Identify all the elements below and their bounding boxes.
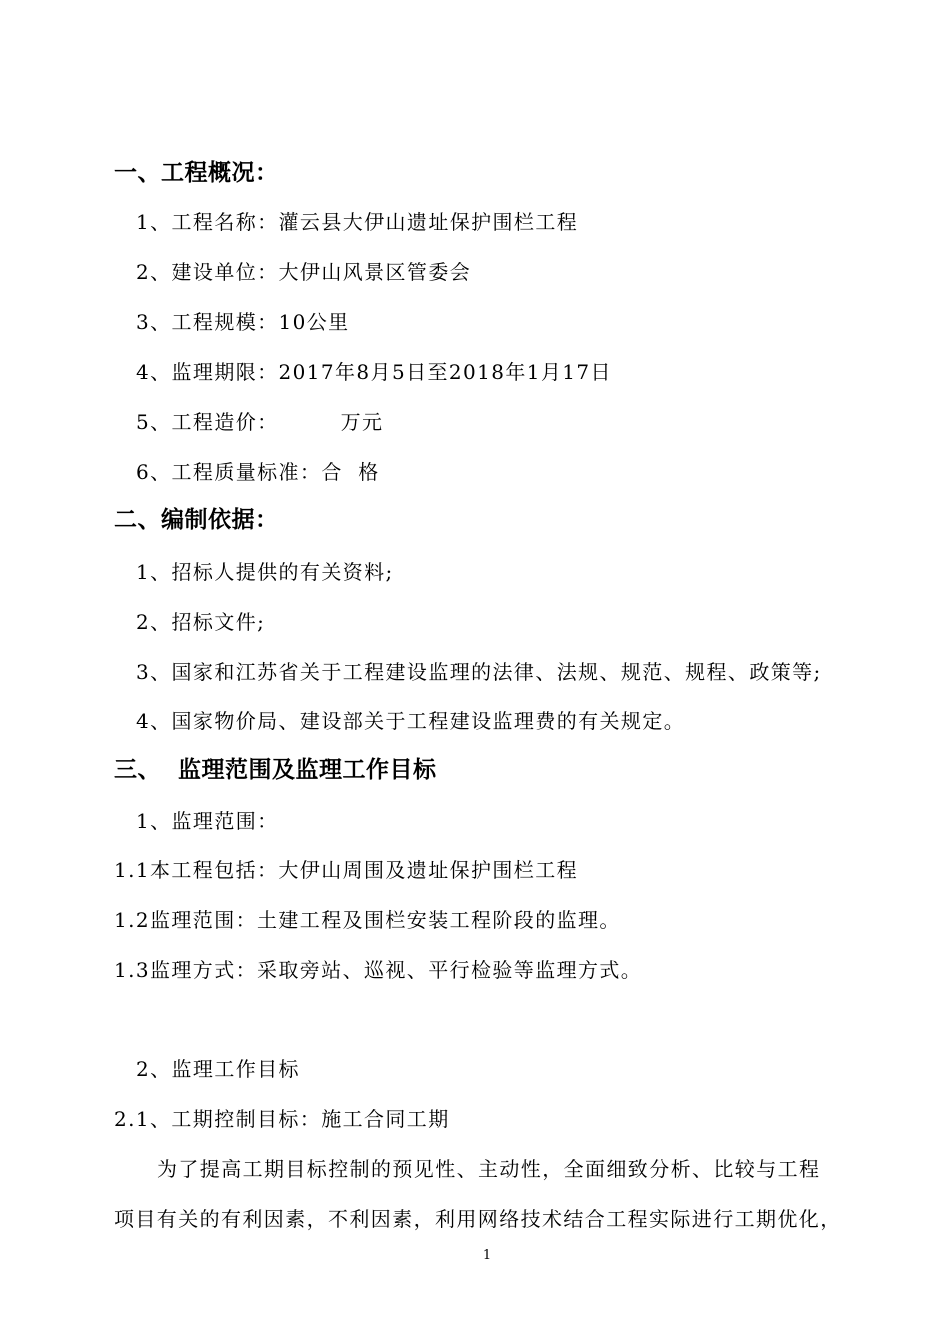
- section-1-heading: 一、工程概况：: [114, 160, 279, 186]
- goal-title: 2、监理工作目标: [136, 1057, 300, 1081]
- scope-item-1-1: 1.1本工程包括：大伊山周围及遗址保护围栏工程: [114, 858, 579, 882]
- project-cost-line: 5、工程造价： 万元: [136, 410, 384, 434]
- construction-unit-line: 2、建设单位：大伊山风景区管委会: [136, 260, 472, 284]
- project-name-line: 1、工程名称：灌云县大伊山遗址保护围栏工程: [136, 210, 579, 234]
- paragraph-line-2: 项目有关的有利因素，不利因素，利用网络技术结合工程实际进行工期优化，: [114, 1207, 842, 1231]
- scope-item-1-3: 1.3监理方式：采取旁站、巡视、平行检验等监理方式。: [114, 958, 643, 982]
- section-3-heading: 三、 监理范围及监理工作目标: [114, 757, 437, 783]
- project-scale-line: 3、工程规模：10公里: [136, 310, 350, 334]
- section-2-heading: 二、编制依据：: [114, 507, 279, 533]
- paragraph-line-1: 为了提高工期目标控制的预见性、主动性，全面细致分析、比较与工程: [157, 1157, 821, 1181]
- basis-item-4: 4、国家物价局、建设部关于工程建设监理费的有关规定。: [136, 709, 686, 733]
- basis-item-1: 1、招标人提供的有关资料;: [136, 560, 394, 584]
- goal-item-2-1: 2.1、工期控制目标：施工合同工期: [114, 1107, 450, 1131]
- scope-item-1-2: 1.2监理范围：土建工程及围栏安装工程阶段的监理。: [114, 908, 621, 932]
- quality-standard-line: 6、工程质量标准：合 格: [136, 460, 380, 484]
- scope-title: 1、监理范围：: [136, 809, 279, 833]
- supervision-period-line: 4、监理期限：2017年8月5日至2018年1月17日: [136, 360, 612, 384]
- page-number: 1: [482, 1248, 492, 1263]
- basis-item-3: 3、国家和江苏省关于工程建设监理的法律、法规、规范、规程、政策等;: [136, 660, 822, 684]
- basis-item-2: 2、招标文件;: [136, 610, 266, 634]
